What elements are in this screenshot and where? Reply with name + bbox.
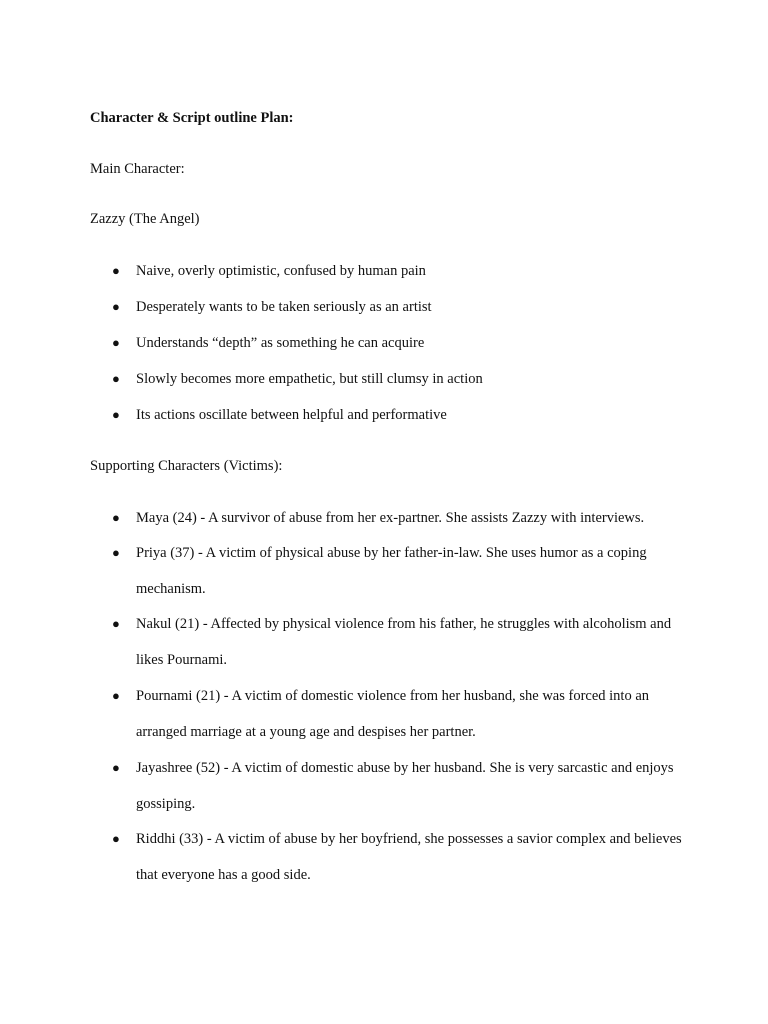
main-character-heading: Main Character:: [90, 161, 185, 177]
bullet-icon: ●: [112, 831, 120, 846]
bullet-icon: ●: [112, 510, 120, 525]
trait-text: Understands “depth” as something he can acquire: [136, 335, 425, 351]
trait-text: Naive, overly optimistic, confused by human pain: [136, 263, 426, 279]
character-text: Jayashree (52) - A victim of domestic abuse by her husband. She is very sarcastic and enjoys gossiping.: [136, 760, 674, 812]
trait-text: Slowly becomes more empathetic, but still clumsy in action: [136, 371, 483, 387]
supporting-characters-heading: Supporting Characters (Victims):: [90, 458, 283, 474]
bullet-icon: ●: [112, 688, 120, 703]
trait-text: Its actions oscillate between helpful and performative: [136, 407, 447, 423]
character-text: Nakul (21) - Affected by physical violence from his father, he struggles with alcoholism and likes Pournami.: [136, 616, 672, 668]
bullet-icon: ●: [112, 545, 120, 560]
character-text: Priya (37) - A victim of physical abuse by her father-in-law. She uses humor as a coping mechanism.: [136, 545, 647, 597]
main-character-name: Zazzy (The Angel): [90, 211, 200, 227]
bullet-icon: ●: [112, 299, 120, 314]
bullet-icon: ●: [112, 616, 120, 631]
bullet-icon: ●: [112, 760, 120, 775]
character-text: Riddhi (33) - A victim of abuse by her boyfriend, she possesses a savior complex and believes that everyone has a good side.: [136, 831, 682, 883]
trait-text: Desperately wants to be taken seriously as an artist: [136, 299, 432, 315]
document-title: Character & Script outline Plan:: [90, 110, 294, 126]
bullet-icon: ●: [112, 335, 120, 350]
character-text: Pournami (21) - A victim of domestic violence from her husband, she was forced into an arranged marriage at a young age and despises her partner.: [136, 688, 650, 740]
character-text: Maya (24) - A survivor of abuse from her ex-partner. She assists Zazzy with interviews.: [136, 510, 645, 526]
bullet-icon: ●: [112, 407, 120, 422]
bullet-icon: ●: [112, 371, 120, 386]
bullet-icon: ●: [112, 263, 120, 278]
